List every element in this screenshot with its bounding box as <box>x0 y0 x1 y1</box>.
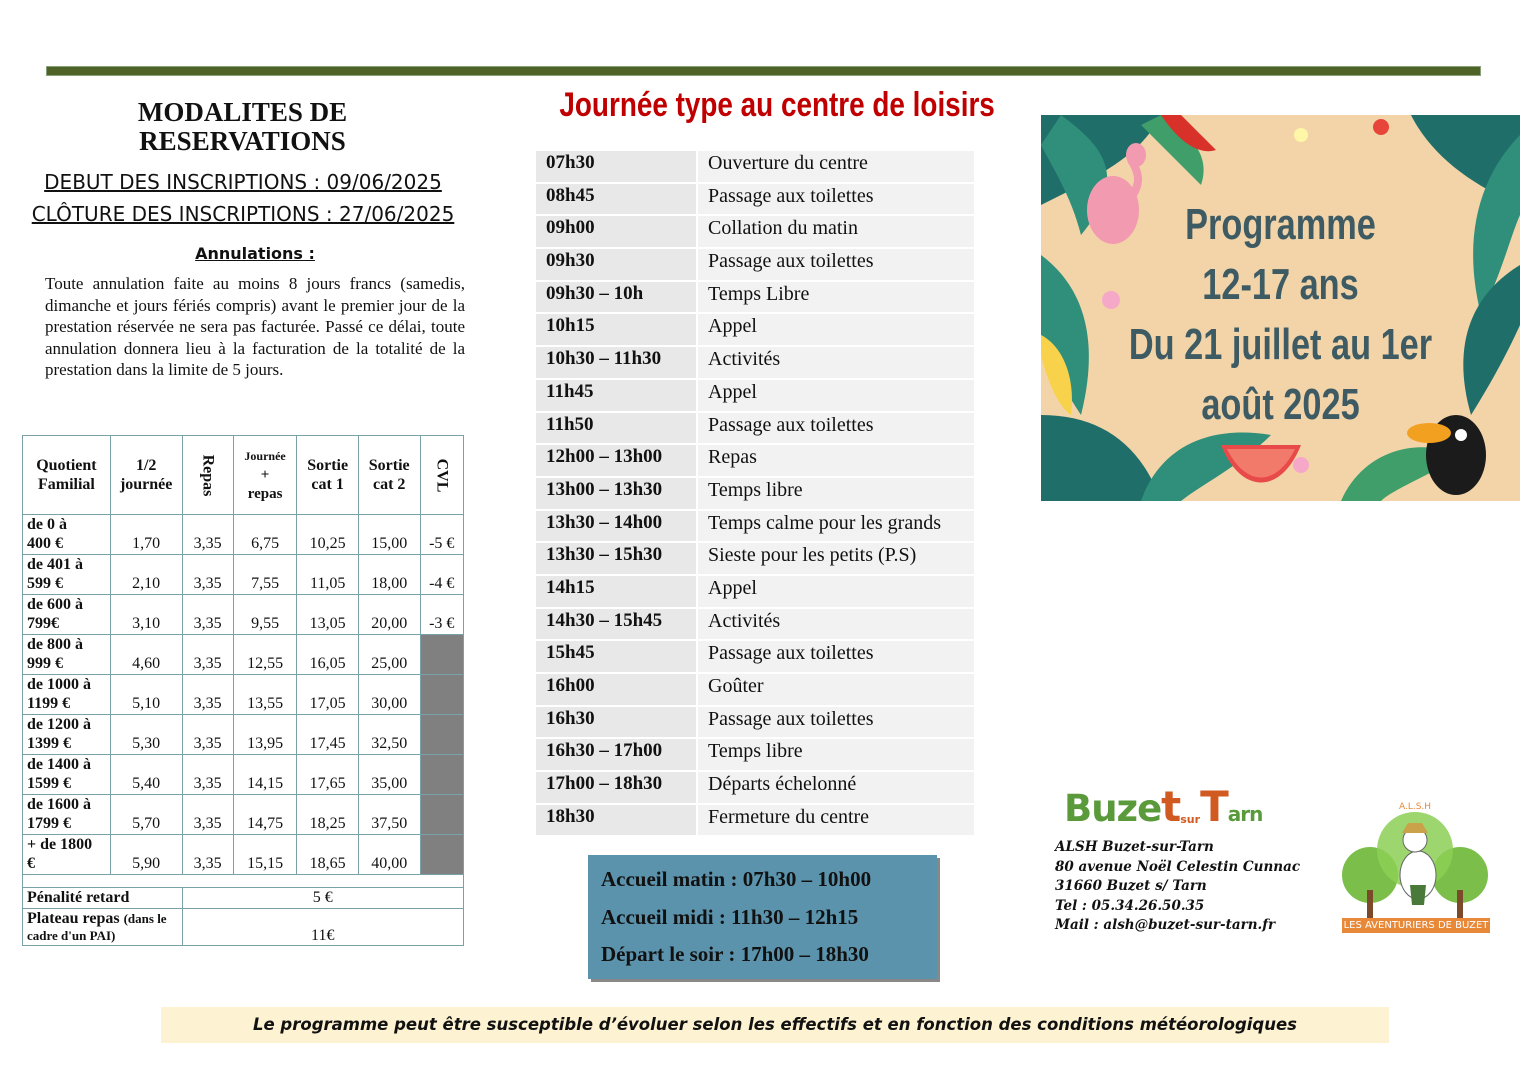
schedule-time: 09h00 <box>536 216 696 247</box>
fees-row-label <box>23 595 111 635</box>
schedule-activity: Passage aux toilettes <box>698 184 974 215</box>
annulations-text: Toute annulation faite au moins 8 jours francs (samedis, dimanche et jours fériés compris) avant le premier jour de la prestation réservée ne sera pas facturée. Passé ce délai, toute annulation donnera lieu à la facturation de la totalité de la prestation dans la limite de 5 jours. <box>45 274 465 379</box>
fees-row <box>23 675 464 715</box>
fees-row-label-line2: 1599 € <box>27 775 71 792</box>
schedule-activity: Passage aux toilettes <box>698 707 974 738</box>
header-quotient: Quotient Familial <box>23 436 111 515</box>
fees-cell-s2: 18,00 <box>358 555 420 595</box>
schedule-activity: Passage aux toilettes <box>698 641 974 672</box>
fees-cell-cvl <box>420 835 463 875</box>
fees-cell-s1: 10,25 <box>297 515 359 555</box>
buzet-logo-arn: arn <box>1227 802 1263 826</box>
fees-cell-half: 1,70 <box>110 515 182 555</box>
schedule-activity: Appel <box>698 314 974 345</box>
schedule-time: 11h50 <box>536 413 696 444</box>
schedule-time: 10h15 <box>536 314 696 345</box>
schedule-time: 13h30 – 14h00 <box>536 511 696 542</box>
journee-type-title: Journée type au centre de loisirs <box>559 86 995 124</box>
header-plus-label: + <box>260 466 270 483</box>
schedule-activity: Fermeture du centre <box>698 805 974 836</box>
penalite-label: Pénalité retard <box>23 888 183 909</box>
buzet-logo-main: Buze <box>1064 787 1162 830</box>
inscriptions-end: CLÔTURE DES INSCRIPTIONS : 27/06/2025 <box>31 202 455 226</box>
fees-row-label-line2: 400 € <box>27 535 63 552</box>
fees-cell-s1: 13,05 <box>297 595 359 635</box>
fees-row-label <box>23 515 111 555</box>
fees-cell-half: 5,10 <box>110 675 182 715</box>
fees-table <box>22 435 464 946</box>
schedule-time: 17h00 – 18h30 <box>536 772 696 803</box>
fees-cell-s2: 35,00 <box>358 755 420 795</box>
schedule-time: 14h30 – 15h45 <box>536 609 696 640</box>
header-repas <box>182 436 233 515</box>
fees-cell-half: 5,90 <box>110 835 182 875</box>
fees-cell-s1: 18,65 <box>297 835 359 875</box>
plateau-label-main: Plateau repas <box>27 910 120 927</box>
aventuriers-logo <box>1340 795 1490 935</box>
fees-cell-cvl <box>420 795 463 835</box>
top-divider-bar <box>46 66 1481 76</box>
schedule-row <box>536 805 974 836</box>
schedule-activity: Temps Libre <box>698 282 974 313</box>
schedule-activity: Activités <box>698 347 974 378</box>
penalite-row <box>23 888 464 909</box>
schedule-activity: Goûter <box>698 674 974 705</box>
header-cvl-label: CVL <box>433 458 451 492</box>
schedule-row <box>536 576 974 607</box>
fees-row-label <box>23 795 111 835</box>
fees-cell-s2: 37,50 <box>358 795 420 835</box>
fees-cell-repas: 3,35 <box>182 795 233 835</box>
fees-cell-half: 5,70 <box>110 795 182 835</box>
header-journee-label: Journée <box>244 448 286 463</box>
schedule-time: 09h30 – 10h <box>536 282 696 313</box>
fees-cell-jr: 13,55 <box>233 675 297 715</box>
fees-row-label-line1: de 800 à <box>27 636 83 653</box>
fees-cell-repas: 3,35 <box>182 675 233 715</box>
fees-row-label <box>23 635 111 675</box>
schedule-activity: Appel <box>698 380 974 411</box>
plateau-row <box>23 909 464 946</box>
fees-cell-jr: 15,15 <box>233 835 297 875</box>
schedule-row <box>536 282 974 313</box>
reservations-title-line1: MODALITES DE <box>137 97 348 127</box>
fees-cell-s1: 17,05 <box>297 675 359 715</box>
fees-row <box>23 835 464 875</box>
schedule-activity: Temps libre <box>698 478 974 509</box>
fees-cell-s2: 15,00 <box>358 515 420 555</box>
schedule-row <box>536 413 974 444</box>
buzet-logo <box>1064 782 1262 831</box>
fees-row <box>23 755 464 795</box>
fees-cell-s1: 17,45 <box>297 715 359 755</box>
schedule-row <box>536 674 974 705</box>
fees-cell-half: 4,60 <box>110 635 182 675</box>
schedule-time: 13h00 – 13h30 <box>536 478 696 509</box>
contact-mail: Mail : alsh@buzet-sur-tarn.fr <box>1055 917 1276 933</box>
fees-cell-s1: 17,65 <box>297 755 359 795</box>
fees-cell-s1: 16,05 <box>297 635 359 675</box>
schedule-table <box>536 151 974 837</box>
schedule-activity: Appel <box>698 576 974 607</box>
fees-row-label <box>23 675 111 715</box>
inscriptions-start: DEBUT DES INSCRIPTIONS : 09/06/2025 <box>44 170 442 194</box>
schedule-time: 18h30 <box>536 805 696 836</box>
fees-cell-cvl: -5 € <box>420 515 463 555</box>
fees-row-label-line2: 1399 € <box>27 735 71 752</box>
header-cvl <box>420 436 463 515</box>
fees-row-label-line2: 1199 € <box>27 695 71 712</box>
penalite-value: 5 € <box>182 888 464 909</box>
schedule-time: 08h45 <box>536 184 696 215</box>
schedule-row <box>536 772 974 803</box>
fees-row-label-line2: € <box>27 855 35 872</box>
fees-cell-repas: 3,35 <box>182 715 233 755</box>
fees-cell-jr: 12,55 <box>233 635 297 675</box>
fees-row-label-line1: de 1400 à <box>27 756 91 773</box>
header-repas2-label: repas <box>247 485 283 502</box>
accueil-midi: Accueil midi : 11h30 – 12h15 <box>601 904 859 929</box>
fees-cell-jr: 14,75 <box>233 795 297 835</box>
depart-soir: Départ le soir : 17h00 – 18h30 <box>601 942 869 966</box>
schedule-row <box>536 707 974 738</box>
fees-cell-jr: 6,75 <box>233 515 297 555</box>
schedule-time: 09h30 <box>536 249 696 280</box>
schedule-row <box>536 216 974 247</box>
fees-cell-half: 3,10 <box>110 595 182 635</box>
fees-row-label <box>23 715 111 755</box>
fees-cell-s2: 40,00 <box>358 835 420 875</box>
fees-cell-repas: 3,35 <box>182 595 233 635</box>
schedule-time: 16h30 <box>536 707 696 738</box>
fees-row-label-line1: de 1200 à <box>27 716 91 733</box>
fees-cell-repas: 3,35 <box>182 635 233 675</box>
fees-cell-repas: 3,35 <box>182 755 233 795</box>
schedule-activity: Départs échelonné <box>698 772 974 803</box>
plateau-label <box>23 909 183 946</box>
schedule-activity: Temps calme pour les grands <box>698 511 974 542</box>
reservations-title <box>90 98 395 156</box>
fees-cell-s1: 18,25 <box>297 795 359 835</box>
contact-address: 80 avenue Noël Celestin Cunnac <box>1055 858 1301 875</box>
fees-row <box>23 515 464 555</box>
buzet-logo-sur: sur <box>1180 813 1201 826</box>
schedule-activity: Activités <box>698 609 974 640</box>
schedule-time: 12h00 – 13h00 <box>536 445 696 476</box>
fees-cell-s1: 11,05 <box>297 555 359 595</box>
schedule-time: 16h30 – 17h00 <box>536 739 696 770</box>
fees-row <box>23 555 464 595</box>
fees-row-label-line1: de 600 à <box>27 596 83 613</box>
fees-cell-repas: 3,35 <box>182 555 233 595</box>
schedule-row <box>536 380 974 411</box>
poster-text <box>1094 195 1468 435</box>
footer-note: Le programme peut être susceptible d’évoluer selon les effectifs et en fonction des conditions météorologiques <box>161 1007 1389 1043</box>
fees-row-label-line1: + de 1800 <box>27 836 93 853</box>
fees-cell-half: 2,10 <box>110 555 182 595</box>
fees-cell-s2: 30,00 <box>358 675 420 715</box>
contact-name: ALSH Buzet-sur-Tarn <box>1055 839 1214 855</box>
schedule-activity: Repas <box>698 445 974 476</box>
fees-row <box>23 795 464 835</box>
contact-city: 31660 Buzet s/ Tarn <box>1055 878 1207 894</box>
accueil-box <box>588 855 937 979</box>
fees-cell-cvl <box>420 755 463 795</box>
poster-line1: Programme <box>1185 200 1376 249</box>
fees-row-label <box>23 835 111 875</box>
buzet-logo-T: T <box>1200 782 1228 831</box>
fees-cell-half: 5,30 <box>110 715 182 755</box>
fees-cell-cvl <box>420 675 463 715</box>
schedule-time: 11h45 <box>536 380 696 411</box>
fees-cell-jr: 7,55 <box>233 555 297 595</box>
fees-cell-half: 5,40 <box>110 755 182 795</box>
fees-cell-cvl: -4 € <box>420 555 463 595</box>
fees-row <box>23 715 464 755</box>
schedule-row <box>536 314 974 345</box>
fees-row-label-line2: 1799 € <box>27 815 71 832</box>
schedule-activity: Sieste pour les petits (P.S) <box>698 543 974 574</box>
fees-header-row <box>23 436 464 515</box>
alsh-arc-text: A.L.S.H <box>1398 802 1432 812</box>
fees-row <box>23 635 464 675</box>
schedule-time: 07h30 <box>536 151 696 182</box>
schedule-row <box>536 543 974 574</box>
fees-cell-s2: 25,00 <box>358 635 420 675</box>
plateau-value: 11€ <box>182 909 464 946</box>
fees-row-label-line2: 799€ <box>27 615 59 632</box>
poster-line3: Du 21 juillet au 1er <box>1128 320 1433 369</box>
schedule-time: 15h45 <box>536 641 696 672</box>
fees-cell-cvl <box>420 635 463 675</box>
fees-spacer-row <box>23 875 464 888</box>
schedule-activity: Passage aux toilettes <box>698 413 974 444</box>
schedule-row <box>536 184 974 215</box>
poster-line2: 12-17 ans <box>1202 260 1359 309</box>
contact-block <box>1055 838 1300 936</box>
schedule-activity: Collation du matin <box>698 216 974 247</box>
fees-row-label-line1: de 1000 à <box>27 676 91 693</box>
fees-cell-jr: 9,55 <box>233 595 297 635</box>
header-half-day: 1/2 journée <box>110 436 182 515</box>
fees-cell-cvl: -3 € <box>420 595 463 635</box>
schedule-row <box>536 478 974 509</box>
fees-row-label-line1: de 401 à <box>27 556 83 573</box>
buzet-logo-t: t <box>1161 782 1181 831</box>
fees-row <box>23 595 464 635</box>
fees-row-label-line1: de 0 à <box>27 516 67 533</box>
fees-row-label-line2: 999 € <box>27 655 63 672</box>
header-sortie-2: Sortie cat 2 <box>358 436 420 515</box>
aventuriers-banner: LES AVENTURIERS DE BUZET <box>1343 920 1489 931</box>
contact-tel: Tel : 05.34.26.50.35 <box>1055 897 1205 914</box>
poster-line4: août 2025 <box>1201 380 1360 429</box>
fees-cell-jr: 14,15 <box>233 755 297 795</box>
schedule-row <box>536 445 974 476</box>
schedule-row <box>536 347 974 378</box>
fees-cell-repas: 3,35 <box>182 515 233 555</box>
fees-cell-jr: 13,95 <box>233 715 297 755</box>
header-sortie-1: Sortie cat 1 <box>297 436 359 515</box>
fees-cell-s2: 20,00 <box>358 595 420 635</box>
fees-cell-cvl <box>420 715 463 755</box>
reservations-title-line2: RESERVATIONS <box>139 126 346 156</box>
schedule-row <box>536 151 974 182</box>
schedule-row <box>536 641 974 672</box>
plateau-label-note: (dans le cadre d'un PAI) <box>27 911 167 943</box>
fees-cell-repas: 3,35 <box>182 835 233 875</box>
programme-poster <box>1041 115 1520 501</box>
fees-cell-s2: 32,50 <box>358 715 420 755</box>
header-repas-label: Repas <box>199 454 217 496</box>
fees-row-label-line1: de 1600 à <box>27 796 91 813</box>
schedule-time: 14h15 <box>536 576 696 607</box>
schedule-time: 16h00 <box>536 674 696 705</box>
schedule-activity: Passage aux toilettes <box>698 249 974 280</box>
header-journee-repas <box>233 436 297 515</box>
schedule-row <box>536 739 974 770</box>
schedule-row <box>536 511 974 542</box>
schedule-activity: Ouverture du centre <box>698 151 974 182</box>
schedule-time: 13h30 – 15h30 <box>536 543 696 574</box>
fees-row-label <box>23 755 111 795</box>
schedule-time: 10h30 – 11h30 <box>536 347 696 378</box>
accueil-matin: Accueil matin : 07h30 – 10h00 <box>601 867 872 891</box>
annulations-title: Annulations : <box>195 244 315 263</box>
schedule-row <box>536 249 974 280</box>
fees-row-label <box>23 555 111 595</box>
schedule-row <box>536 609 974 640</box>
fees-row-label-line2: 599 € <box>27 575 63 592</box>
schedule-activity: Temps libre <box>698 739 974 770</box>
